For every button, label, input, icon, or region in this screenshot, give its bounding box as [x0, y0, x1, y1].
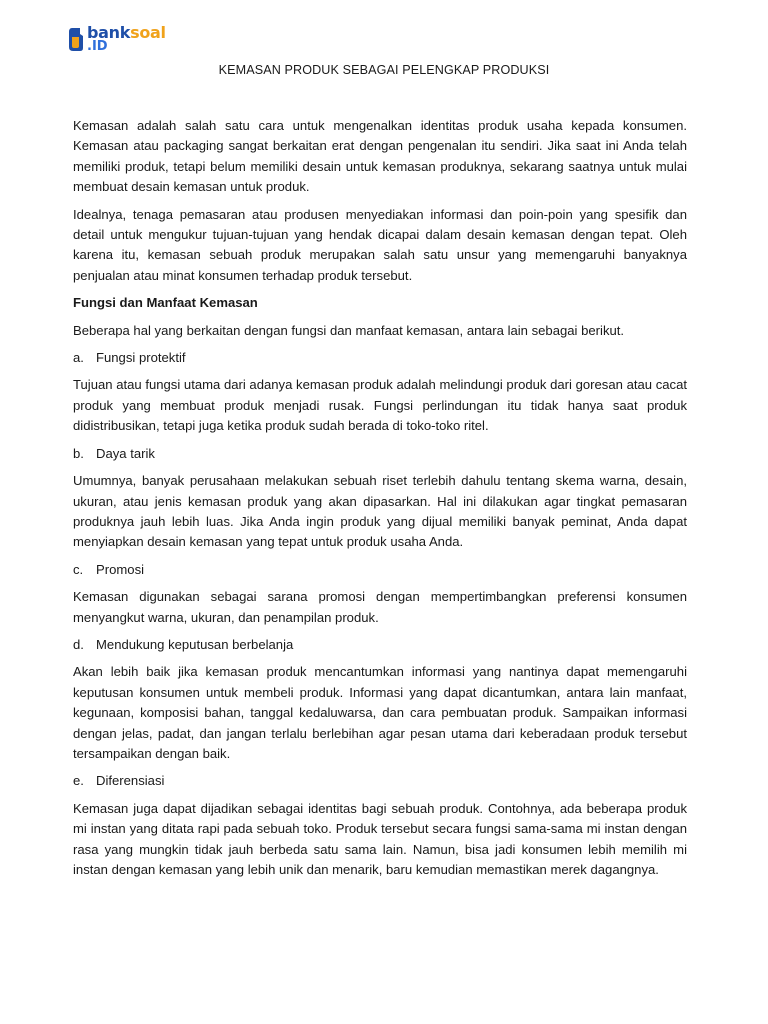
list-item-title: Mendukung keputusan berbelanja: [96, 636, 294, 652]
list-item-heading-b: [73, 444, 687, 464]
intro-paragraph-1: Kemasan adalah salah satu cara untuk mengenalkan identitas produk usaha kepada konsumen. Kemasan atau packaging sangat berkaitan erat dengan pengenalan itu sendiri. Jika saat ini Anda telah memiliki produk, tetapi belum memiliki desain untuk kemasan produknya, sekarang saatnya untuk mulai membuat desain kemasan untuk produk.: [73, 118, 687, 195]
page-title: KEMASAN PRODUK SEBAGAI PELENGKAP PRODUKSI: [218, 63, 550, 77]
list-item-letter: c.: [73, 561, 84, 577]
list-item-title: Fungsi protektif: [96, 350, 186, 366]
list-item-heading-e: [73, 771, 687, 791]
logo-word-bank: bank: [87, 23, 131, 42]
list-item-body-c: Kemasan digunakan sebagai sarana promosi dengan mempertimbangkan preferensi konsumen menyangkut warna, ukuran, dan penampilan produk.: [73, 589, 687, 625]
list-item-heading-a: [73, 348, 687, 368]
list-item-title: Promosi: [96, 561, 145, 577]
list-item-body-a: Tujuan atau fungsi utama dari adanya kemasan produk adalah melindungi produk dari goresan atau cacat produk yang membuat produk menjadi rusak. Fungsi perlindungan itu tidak hanya saat produk didistribusikan, tetapi juga ketika produk sudah berada di toko-toko ritel.: [73, 377, 687, 434]
section-intro: Beberapa hal yang berkaitan dengan fungsi dan manfaat kemasan, antara lain sebagai berikut.: [73, 322, 625, 338]
list-item-letter: a.: [73, 350, 84, 366]
section-heading: Fungsi dan Manfaat Kemasan: [73, 295, 258, 311]
list-item-heading-d: [73, 635, 687, 655]
intro-paragraph-2: Idealnya, tenaga pemasaran atau produsen menyediakan informasi dan poin-poin yang spesifik dan detail untuk mengukur tujuan-tujuan yang hendak dicapai dalam desain kemasan dengan tepat. Oleh karena itu, kemasan sebuah produk merupakan salah satu unsur yang memengaruhi banyaknya penjualan atau minat konsumen terhadap produk tersebut.: [73, 206, 687, 283]
list-item-title: Daya tarik: [96, 445, 155, 461]
banksoal-logo-mark-icon: [67, 26, 85, 52]
banksoal-logo: [67, 24, 177, 56]
list-item-letter: e.: [73, 773, 84, 789]
list-item-heading-c: [73, 560, 687, 580]
list-item-body-d: Akan lebih baik jika kemasan produk mencantumkan informasi yang nantinya dapat memengaruhi keputusan konsumen untuk membeli produk. Informasi yang dapat dicantumkan, antara lain manfaat, kegunaan, komposisi bahan, tanggal kedaluwarsa, dan cara pembuatan produk. Sampaikan informasi dengan jelas, padat, dan jangan terlalu berlebihan agar pesan utama dari keberadaan produk tersebut tersampaikan dengan baik.: [73, 664, 687, 761]
list-item-letter: b.: [73, 445, 84, 461]
logo-suffix: .ID: [87, 39, 108, 54]
list-item-body-b: Umumnya, banyak perusahaan melakukan sebuah riset terlebih dahulu tentang skema warna, desain, ukuran, atau jenis kemasan produk yang akan dipasarkan. Hal ini dilakukan agar tingkat pemasaran produknya jauh lebih luas. Jika Anda ingin produk yang dijual memiliki banyak peminat, Anda dapat menyiapkan desain kemasan yang tepat untuk produk usaha Anda.: [73, 473, 687, 550]
document-body: [73, 116, 687, 887]
logo-word-soal: soal: [130, 23, 166, 42]
list-item-title: Diferensiasi: [96, 773, 165, 789]
list-item-letter: d.: [73, 636, 84, 652]
list-item-body-e: Kemasan juga dapat dijadikan sebagai identitas bagi sebuah produk. Contohnya, ada beberapa produk mi instan yang ditata rapi pada sebuah toko. Produk tersebut secara fungsi sama-sama mi instan dengan rasa yang mungkin tidak jauh berbeda satu sama lain. Namun, bisa jadi konsumen lebih memilih mi instan dengan kemasan yang lebih unik dan menarik, baru kemudian memastikan merek dagangnya.: [73, 800, 687, 877]
